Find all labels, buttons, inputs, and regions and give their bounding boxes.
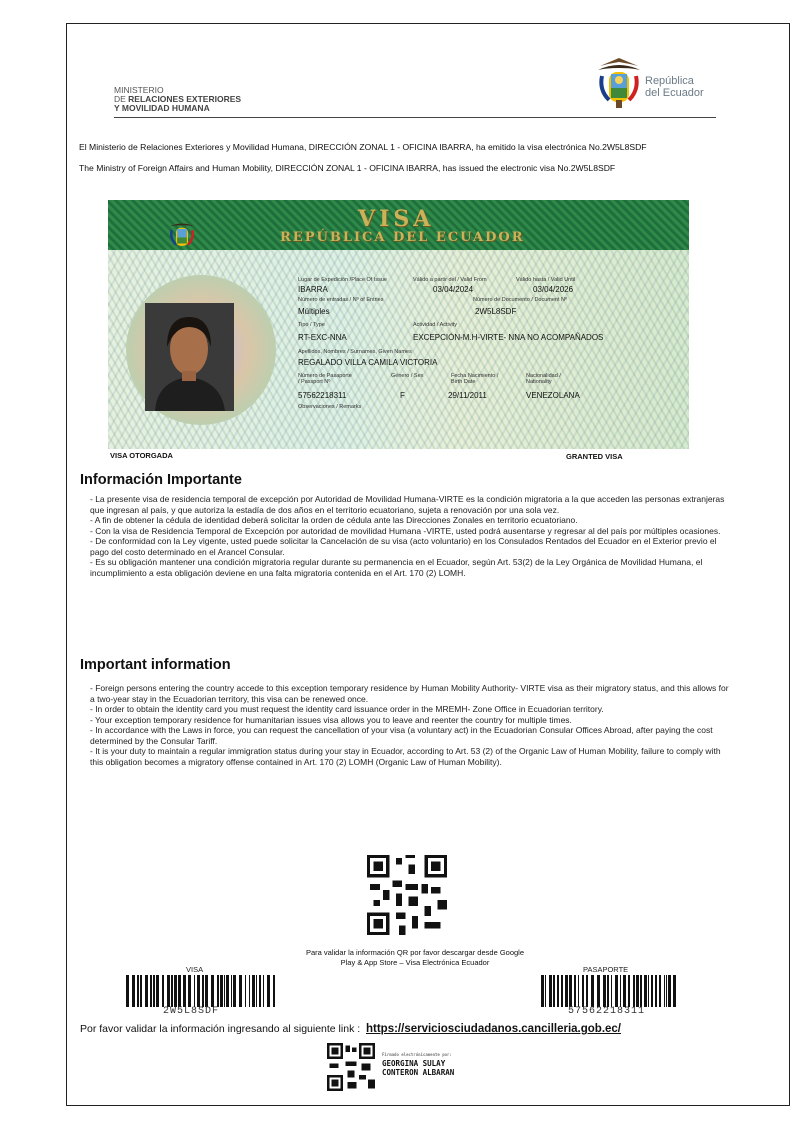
- barcode-bar: [140, 975, 142, 1007]
- barcode-bar: [156, 975, 159, 1007]
- info-en-list: [90, 683, 730, 767]
- barcode-bar: [664, 975, 665, 1007]
- visa-title: VISA: [358, 206, 435, 232]
- nationality-value: VENEZOLANA: [526, 391, 580, 400]
- barcode-bar: [224, 975, 225, 1007]
- info-es-item: - Con la visa de Residencia Temporal de Excepción por autoridad de movilidad Humana -VIRTE, usted podrá ausentarse y regresar al del país por múltiples ocasiones.: [90, 525, 721, 536]
- barcode-bar: [231, 975, 232, 1007]
- valid-from-label: Válido a partir del / Valid From: [413, 277, 487, 283]
- barcode-bar: [628, 975, 630, 1007]
- visa-barcode: [126, 975, 276, 1007]
- barcode-bar: [549, 975, 552, 1007]
- barcode-bar: [659, 975, 661, 1007]
- barcode-bar: [211, 975, 214, 1007]
- barcode-bar: [256, 975, 257, 1007]
- barcode-bar: [239, 975, 242, 1007]
- names-value: REGALADO VILLA CAMILA VICTORIA: [298, 358, 438, 367]
- barcode-bar: [620, 975, 621, 1007]
- entries-label: Número de entradas / Nº of Entries: [298, 297, 384, 303]
- barcode-bar: [561, 975, 563, 1007]
- barcode-bar: [557, 975, 559, 1007]
- barcode-bar: [188, 975, 191, 1007]
- place-label: Lugar de Expedición /Place Of Issue: [298, 277, 387, 283]
- barcode-bar: [633, 975, 635, 1007]
- barcode-bar: [194, 975, 195, 1007]
- nationality-label: Nacionalidad / Nationality: [526, 373, 561, 385]
- barcode-bar: [202, 975, 204, 1007]
- barcode-bar: [586, 975, 588, 1007]
- barcode-bar: [648, 975, 649, 1007]
- barcode-bar: [233, 975, 236, 1007]
- qr-instructions-line-1: Para validar la información QR por favor descargar desde Google: [305, 948, 525, 957]
- republic-line-2: del Ecuador: [645, 87, 704, 99]
- passport-label: Número de Pasaporte / Passport Nº: [298, 373, 352, 385]
- barcode-bar: [174, 975, 177, 1007]
- barcode-bar: [167, 975, 170, 1007]
- info-en-item: - Your exception temporary residence for humanitarian issues visa allows you to leave and reenter the country for multiple times.: [90, 714, 572, 725]
- sex-value: F: [400, 391, 405, 400]
- barcode-bar: [162, 975, 164, 1007]
- passport-value: 57562218311: [298, 391, 347, 400]
- birth-label: Fecha Nacimiento / Birth Date: [451, 373, 499, 385]
- person-portrait-icon: [145, 303, 234, 411]
- barcode-bar: [591, 975, 594, 1007]
- republic-logo-text: [645, 75, 704, 99]
- signature-qr-icon: [327, 1043, 375, 1091]
- barcode-bar: [245, 975, 246, 1007]
- barcode-bar: [263, 975, 264, 1007]
- barcode-bar: [578, 975, 579, 1007]
- signer-caption: Firmado electrónicamente por:: [382, 1052, 452, 1057]
- visa-granted-en: GRANTED VISA: [566, 452, 623, 461]
- holder-photo: [145, 303, 234, 411]
- barcode-bar: [137, 975, 139, 1007]
- entries-value: Múltiples: [298, 307, 330, 316]
- info-es-item: - Es su obligación mantener una condición migratoria regular durante su permanencia en el Ecuador, según Art. 53(2) de la Ley Orgánica de Movilidad Humana, el incumplimiento a esta obligación deviene en una falta migratoria contenida en el Art. 170 (2) LOMH.: [90, 557, 703, 578]
- type-value: RT-EXC-NNA: [298, 333, 347, 342]
- visa-coat-of-arms-icon: [166, 218, 198, 252]
- info-en-heading: Important information: [80, 657, 231, 673]
- barcode-bar: [249, 975, 250, 1007]
- qr-instructions: [270, 948, 560, 968]
- names-label: Apellidos, Nombres / Surnames, Given Names: [298, 349, 412, 355]
- header-divider: [114, 117, 716, 118]
- validation-line: [80, 1023, 621, 1035]
- observations-label: Observaciones / Remarks: [298, 404, 362, 410]
- barcode-bar: [150, 975, 152, 1007]
- signer-name-line-1: GEORGINA SULAY: [382, 1059, 446, 1068]
- doc-number-value: 2W5L8SDF: [475, 307, 517, 316]
- barcode-bar: [541, 975, 544, 1007]
- barcode-bar: [574, 975, 576, 1007]
- barcode-bar: [545, 975, 546, 1007]
- visa-barcode-label: VISA: [186, 965, 204, 974]
- barcode-bar: [273, 975, 275, 1007]
- barcode-bar: [582, 975, 584, 1007]
- ministry-line-1: MINISTERIO: [114, 85, 164, 95]
- type-label: Tipo / Type: [298, 322, 325, 328]
- barcode-bar: [171, 975, 173, 1007]
- validation-link[interactable]: https://serviciosciudadanos.cancilleria.gob.ec/: [366, 1023, 621, 1035]
- qr-instructions-line-2: Play & App Store – Visa Electrónica Ecuador: [340, 958, 490, 967]
- coat-of-arms-icon: [596, 56, 642, 112]
- barcode-bar: [666, 975, 667, 1007]
- barcode-bar: [640, 975, 642, 1007]
- barcode-bar: [553, 975, 555, 1007]
- passport-barcode: [541, 975, 676, 1007]
- info-es-heading: Información Importante: [80, 472, 242, 488]
- barcode-bar: [636, 975, 639, 1007]
- ministry-line-3: Y MOVILIDAD HUMANA: [114, 103, 210, 113]
- info-es-item: - A fin de obtener la cédula de identidad deberá solicitar la orden de cédula ante las Direcciones Zonales en territorio ecuatoriano.: [90, 515, 578, 525]
- info-en-item: - In order to obtain the identity card you must request the identity card issuance order in the MREMH- Zone Office in Ecuadorian territory.: [90, 704, 604, 714]
- intro-spanish: El Ministerio de Relaciones Exteriores y Movilidad Humana, DIRECCIÓN ZONAL 1 - OFICINA IBARRA, ha emitido la visa electrónica No.2W5L8SDF: [79, 142, 647, 152]
- valid-until-label: Válido hasta / Valid Until: [516, 277, 576, 283]
- barcode-bar: [607, 975, 609, 1007]
- visa-barcode-number: 2W5L8SDF: [163, 1006, 220, 1017]
- info-en-item: - It is your duty to maintain a regular immigration status during your stay in Ecuador, according to Art. 53 (2) of the Organic Law of Human Mobility, failure to comply with this obligation becomes a migratory offense contained in Art. 170 (2) LOMH (Organic Law of Human Mobility).: [90, 746, 721, 767]
- activity-value: EXCEPCIÓN-M.H-VIRTE- NNA NO ACOMPAÑADOS: [413, 333, 604, 342]
- barcode-bar: [126, 975, 129, 1007]
- info-es-item: - La presente visa de residencia temporal de excepción por Autoridad de Movilidad Humana-VIRTE es la condición migratoria a la que acceden las personas extranjeras que ingresan al país, y que autoriza la estadía de dos años en el territorio ecuatoriano, sujeta a renovación por una sola vez.: [90, 494, 725, 515]
- info-es-list: [90, 494, 730, 578]
- barcode-bar: [183, 975, 186, 1007]
- barcode-bar: [673, 975, 676, 1007]
- barcode-bar: [220, 975, 223, 1007]
- barcode-bar: [668, 975, 671, 1007]
- barcode-bar: [153, 975, 155, 1007]
- barcode-bar: [655, 975, 657, 1007]
- info-en-item: - Foreign persons entering the country accede to this exception temporary residence by Human Mobility Authority- VIRTE visa as their migratory status, and this allows for a two-year stay in the Ecuadorian territory, this visa can be renewed once.: [90, 683, 729, 704]
- barcode-bar: [569, 975, 572, 1007]
- republic-line-1: República: [645, 75, 694, 87]
- barcode-bar: [623, 975, 626, 1007]
- barcode-bar: [217, 975, 219, 1007]
- visa-sticker: [108, 200, 689, 449]
- barcode-bar: [252, 975, 255, 1007]
- validation-prompt: Por favor validar la información ingresando al siguiente link :: [80, 1023, 361, 1035]
- barcode-bar: [267, 975, 270, 1007]
- barcode-bar: [615, 975, 618, 1007]
- passport-barcode-label: PASAPORTE: [583, 965, 629, 974]
- passport-barcode-number: 57562218311: [568, 1006, 646, 1017]
- ministry-logo-text: [114, 86, 241, 113]
- visa-subtitle: REPÚBLICA DEL ECUADOR: [280, 230, 525, 245]
- barcode-bar: [597, 975, 600, 1007]
- info-en-item: - In accordance with the Laws in force, you can request the cancellation of your visa (a voluntary act) in the Ecuadorian Consular Offices Abroad, after paying the cost determined by the Consular Tariff.: [90, 725, 713, 746]
- barcode-bar: [611, 975, 612, 1007]
- barcode-bar: [145, 975, 148, 1007]
- sex-label: Género / Sex: [391, 373, 424, 379]
- activity-label: Actividad / Activity: [413, 322, 458, 328]
- info-es-item: - De conformidad con la Ley vigente, usted puede solicitar la Cancelación de su visa (acto voluntario) en los Consulados Rentados del Ecuador en el Exterior previo el pago del costo determinado en el Arancel Consular.: [90, 536, 717, 557]
- qr-code-icon: [367, 855, 447, 935]
- visa-granted-es: VISA OTORGADA: [110, 451, 173, 460]
- barcode-bar: [197, 975, 200, 1007]
- signature-block: [382, 1050, 454, 1077]
- valid-until-value: 03/04/2026: [533, 285, 574, 294]
- barcode-bar: [205, 975, 208, 1007]
- doc-number-label: Número de Documento / Document Nº: [473, 297, 568, 303]
- barcode-bar: [644, 975, 647, 1007]
- ministry-line-2-prefix: DE: [114, 94, 129, 104]
- barcode-bar: [603, 975, 606, 1007]
- ministry-line-2: RELACIONES EXTERIORES: [128, 94, 242, 104]
- barcode-bar: [565, 975, 568, 1007]
- barcode-bar: [226, 975, 229, 1007]
- signer-name-line-2: CONTERON ALBARAN: [382, 1068, 455, 1077]
- place-value: IBARRA: [298, 285, 328, 294]
- intro-english: The Ministry of Foreign Affairs and Human Mobility, DIRECCIÓN ZONAL 1 - OFICINA IBARRA, has issued the electronic visa No.2W5L8SDF: [79, 163, 616, 173]
- barcode-bar: [132, 975, 135, 1007]
- valid-from-value: 03/04/2024: [433, 285, 474, 294]
- barcode-bar: [259, 975, 261, 1007]
- birth-value: 29/11/2011: [448, 391, 487, 400]
- barcode-bar: [651, 975, 653, 1007]
- barcode-bar: [178, 975, 181, 1007]
